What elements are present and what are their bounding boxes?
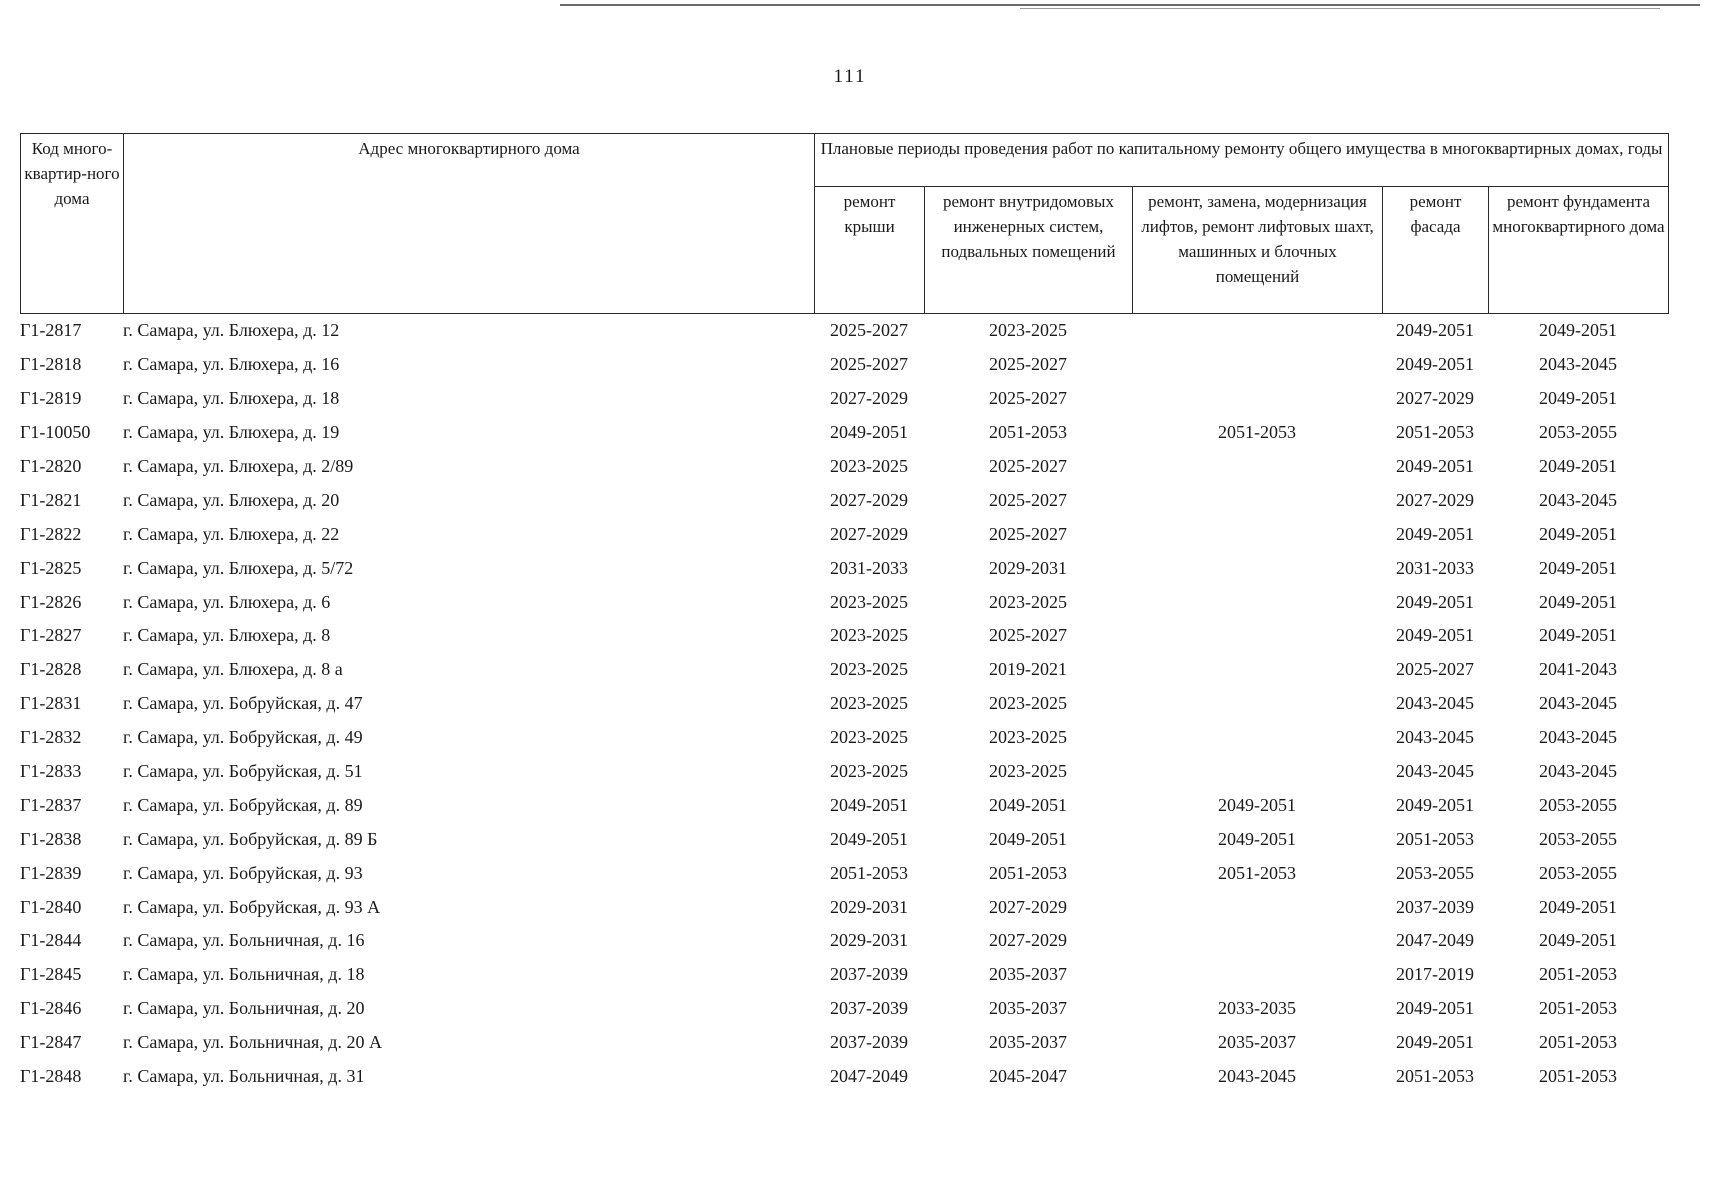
cell-foundation: 2043-2045 xyxy=(1539,354,1617,375)
table-row xyxy=(20,958,1668,992)
table-row xyxy=(20,755,1668,789)
cell-elevators xyxy=(1132,483,1382,517)
table-row xyxy=(20,687,1668,721)
cell-facade: 2049-2051 xyxy=(1396,998,1474,1019)
cell-address: г. Самара, ул. Бобруйская, д. 93 xyxy=(123,862,363,883)
cell-elevators xyxy=(1132,585,1382,619)
cell-elevators: 2035-2037 xyxy=(1218,1032,1296,1053)
cell-foundation: 2053-2055 xyxy=(1539,862,1617,883)
top-scan-rule xyxy=(560,4,1700,6)
table-row xyxy=(20,653,1668,687)
cell-facade: 2049-2051 xyxy=(1396,794,1474,815)
cell-address: г. Самара, ул. Больничная, д. 31 xyxy=(123,1066,365,1087)
table-row xyxy=(20,822,1668,856)
cell-elevators xyxy=(1132,958,1382,992)
cell-engineering: 2025-2027 xyxy=(989,354,1067,375)
table-row xyxy=(20,314,1668,348)
cell-facade: 2051-2053 xyxy=(1396,1066,1474,1087)
cell-engineering: 2035-2037 xyxy=(989,998,1067,1019)
cell-engineering: 2049-2051 xyxy=(989,828,1067,849)
table-row xyxy=(20,1026,1668,1060)
cell-code: Г1-2846 xyxy=(20,998,82,1019)
header-address: Адрес многоквартирного дома xyxy=(124,134,815,314)
cell-facade: 2049-2051 xyxy=(1396,523,1474,544)
cell-roof: 2047-2049 xyxy=(830,1066,908,1087)
cell-roof: 2031-2033 xyxy=(830,557,908,578)
cell-address: г. Самара, ул. Блюхера, д. 8 xyxy=(123,625,331,646)
cell-roof: 2037-2039 xyxy=(830,964,908,985)
cell-address: г. Самара, ул. Бобруйская, д. 51 xyxy=(123,761,363,782)
cell-code: Г1-10050 xyxy=(20,422,91,443)
cell-code: Г1-2845 xyxy=(20,964,82,985)
cell-roof: 2051-2053 xyxy=(830,862,908,883)
cell-roof: 2027-2029 xyxy=(830,523,908,544)
cell-address: г. Самара, ул. Блюхера, д. 6 xyxy=(123,591,331,612)
table-header xyxy=(20,133,1669,314)
header-engineering: ремонт внутридомовых инженерных систем, подвальных помещений xyxy=(925,187,1133,314)
cell-facade: 2049-2051 xyxy=(1396,456,1474,476)
cell-engineering: 2049-2051 xyxy=(989,794,1067,815)
cell-roof: 2049-2051 xyxy=(830,828,908,849)
cell-roof: 2025-2027 xyxy=(830,320,908,341)
cell-facade: 2031-2033 xyxy=(1396,557,1474,578)
cell-address: г. Самара, ул. Блюхера, д. 22 xyxy=(123,523,340,544)
cell-code: Г1-2819 xyxy=(20,388,82,409)
cell-engineering: 2025-2027 xyxy=(989,456,1067,476)
table-row xyxy=(20,788,1668,822)
cell-address: г. Самара, ул. Блюхера, д. 8 а xyxy=(123,659,343,680)
cell-foundation: 2051-2053 xyxy=(1539,998,1617,1019)
table-row xyxy=(20,721,1668,755)
cell-elevators xyxy=(1132,721,1382,755)
cell-elevators xyxy=(1132,450,1382,484)
cell-address: г. Самара, ул. Бобруйская, д. 49 xyxy=(123,727,363,748)
cell-facade: 2025-2027 xyxy=(1396,659,1474,680)
cell-elevators: 2051-2053 xyxy=(1218,862,1296,883)
cell-address: г. Самара, ул. Блюхера, д. 20 xyxy=(123,489,340,510)
cell-foundation: 2049-2051 xyxy=(1539,388,1617,409)
table-row xyxy=(20,1060,1668,1094)
cell-facade: 2043-2045 xyxy=(1396,693,1474,714)
top-scan-rule-secondary xyxy=(1020,8,1660,9)
cell-facade: 2051-2053 xyxy=(1396,422,1474,443)
cell-elevators: 2049-2051 xyxy=(1218,794,1296,815)
page-number: 111 xyxy=(833,66,867,87)
cell-code: Г1-2820 xyxy=(20,456,82,476)
cell-foundation: 2049-2051 xyxy=(1539,625,1617,646)
cell-code: Г1-2818 xyxy=(20,354,82,375)
cell-elevators xyxy=(1132,619,1382,653)
cell-facade: 2027-2029 xyxy=(1396,489,1474,510)
cell-roof: 2027-2029 xyxy=(830,388,908,409)
cell-address: г. Самара, ул. Больничная, д. 20 xyxy=(123,998,365,1019)
cell-address: г. Самара, ул. Блюхера, д. 16 xyxy=(123,354,340,375)
cell-facade: 2049-2051 xyxy=(1396,625,1474,646)
cell-elevators xyxy=(1132,755,1382,789)
cell-engineering: 2035-2037 xyxy=(989,1032,1067,1053)
cell-engineering: 2023-2025 xyxy=(989,320,1067,341)
cell-engineering: 2023-2025 xyxy=(989,591,1067,612)
cell-foundation: 2049-2051 xyxy=(1539,930,1617,951)
cell-foundation: 2043-2045 xyxy=(1539,693,1617,714)
cell-code: Г1-2844 xyxy=(20,930,82,951)
table-row xyxy=(20,619,1668,653)
cell-elevators xyxy=(1132,517,1382,551)
table-body xyxy=(20,314,1668,1093)
cell-code: Г1-2833 xyxy=(20,761,82,782)
cell-roof: 2027-2029 xyxy=(830,489,908,510)
cell-roof: 2025-2027 xyxy=(830,354,908,375)
cell-elevators: 2049-2051 xyxy=(1218,828,1296,849)
cell-elevators: 2051-2053 xyxy=(1218,422,1296,443)
header-planned-periods: Плановые периоды проведения работ по капитальному ремонту общего имущества в многоквартирных домах, годы xyxy=(815,134,1669,187)
capital-repair-schedule xyxy=(20,133,1669,1093)
cell-facade: 2049-2051 xyxy=(1396,1032,1474,1053)
cell-address: г. Самара, ул. Бобруйская, д. 93 А xyxy=(123,896,381,917)
cell-foundation: 2053-2055 xyxy=(1539,422,1617,443)
cell-engineering: 2025-2027 xyxy=(989,489,1067,510)
table-row xyxy=(20,348,1668,382)
cell-roof: 2049-2051 xyxy=(830,794,908,815)
cell-code: Г1-2848 xyxy=(20,1066,82,1087)
cell-address: г. Самара, ул. Блюхера, д. 2/89 xyxy=(123,456,354,476)
cell-code: Г1-2828 xyxy=(20,659,82,680)
cell-roof: 2037-2039 xyxy=(830,1032,908,1053)
table-row xyxy=(20,992,1668,1026)
cell-facade: 2043-2045 xyxy=(1396,761,1474,782)
table-row xyxy=(20,450,1668,484)
cell-address: г. Самара, ул. Бобруйская, д. 89 Б xyxy=(123,828,378,849)
cell-elevators xyxy=(1132,314,1382,348)
cell-engineering: 2029-2031 xyxy=(989,557,1067,578)
cell-address: г. Самара, ул. Блюхера, д. 12 xyxy=(123,320,340,341)
header-code: Код много-квартир-ного дома xyxy=(21,134,124,314)
cell-foundation: 2051-2053 xyxy=(1539,964,1617,985)
cell-roof: 2049-2051 xyxy=(830,422,908,443)
cell-foundation: 2051-2053 xyxy=(1539,1032,1617,1053)
cell-engineering: 2027-2029 xyxy=(989,896,1067,917)
table-row xyxy=(20,890,1668,924)
cell-roof: 2023-2025 xyxy=(830,625,908,646)
cell-elevators: 2033-2035 xyxy=(1218,998,1296,1019)
cell-elevators xyxy=(1132,382,1382,416)
cell-code: Г1-2817 xyxy=(20,320,82,341)
cell-code: Г1-2825 xyxy=(20,557,82,578)
cell-facade: 2027-2029 xyxy=(1396,388,1474,409)
cell-engineering: 2019-2021 xyxy=(989,659,1067,680)
cell-elevators: 2043-2045 xyxy=(1218,1066,1296,1087)
cell-code: Г1-2837 xyxy=(20,794,82,815)
cell-engineering: 2025-2027 xyxy=(989,523,1067,544)
cell-facade: 2047-2049 xyxy=(1396,930,1474,951)
cell-roof: 2037-2039 xyxy=(830,998,908,1019)
cell-engineering: 2027-2029 xyxy=(989,930,1067,951)
cell-engineering: 2025-2027 xyxy=(989,388,1067,409)
cell-foundation: 2053-2055 xyxy=(1539,794,1617,815)
cell-engineering: 2023-2025 xyxy=(989,727,1067,748)
cell-code: Г1-2826 xyxy=(20,591,82,612)
cell-address: г. Самара, ул. Блюхера, д. 19 xyxy=(123,422,340,443)
cell-engineering: 2045-2047 xyxy=(989,1066,1067,1087)
cell-roof: 2023-2025 xyxy=(830,659,908,680)
cell-facade: 2051-2053 xyxy=(1396,828,1474,849)
cell-roof: 2023-2025 xyxy=(830,693,908,714)
cell-roof: 2023-2025 xyxy=(830,456,908,476)
cell-foundation: 2043-2045 xyxy=(1539,489,1617,510)
cell-code: Г1-2831 xyxy=(20,693,82,714)
cell-roof: 2023-2025 xyxy=(830,591,908,612)
cell-elevators xyxy=(1132,687,1382,721)
cell-code: Г1-2847 xyxy=(20,1032,82,1053)
cell-address: г. Самара, ул. Бобруйская, д. 47 xyxy=(123,693,363,714)
cell-foundation: 2049-2051 xyxy=(1539,523,1617,544)
table-row xyxy=(20,924,1668,958)
cell-facade: 2043-2045 xyxy=(1396,727,1474,748)
header-facade: ремонт фасада xyxy=(1383,187,1489,314)
table-row xyxy=(20,517,1668,551)
cell-foundation: 2049-2051 xyxy=(1539,320,1617,341)
table-row xyxy=(20,416,1668,450)
cell-foundation: 2049-2051 xyxy=(1539,557,1617,578)
cell-address: г. Самара, ул. Блюхера, д. 18 xyxy=(123,388,340,409)
cell-foundation: 2041-2043 xyxy=(1539,659,1617,680)
cell-roof: 2023-2025 xyxy=(830,727,908,748)
cell-code: Г1-2827 xyxy=(20,625,82,646)
header-elevators: ремонт, замена, модернизация лифтов, ремонт лифтовых шахт, машинных и блочных помещений xyxy=(1133,187,1383,314)
cell-foundation: 2051-2053 xyxy=(1539,1066,1617,1087)
header-foundation: ремонт фундамента многоквартирного дома xyxy=(1489,187,1669,314)
cell-engineering: 2023-2025 xyxy=(989,693,1067,714)
cell-facade: 2017-2019 xyxy=(1396,964,1474,985)
cell-code: Г1-2839 xyxy=(20,862,82,883)
cell-engineering: 2051-2053 xyxy=(989,422,1067,443)
header-roof: ремонт крыши xyxy=(815,187,925,314)
cell-address: г. Самара, ул. Больничная, д. 16 xyxy=(123,930,365,951)
cell-facade: 2053-2055 xyxy=(1396,862,1474,883)
cell-foundation: 2049-2051 xyxy=(1539,896,1617,917)
cell-code: Г1-2832 xyxy=(20,727,82,748)
cell-facade: 2049-2051 xyxy=(1396,591,1474,612)
cell-elevators xyxy=(1132,924,1382,958)
cell-elevators xyxy=(1132,890,1382,924)
cell-engineering: 2025-2027 xyxy=(989,625,1067,646)
table-row xyxy=(20,585,1668,619)
cell-foundation: 2053-2055 xyxy=(1539,828,1617,849)
cell-code: Г1-2821 xyxy=(20,489,82,510)
table-row xyxy=(20,551,1668,585)
cell-engineering: 2051-2053 xyxy=(989,862,1067,883)
cell-foundation: 2043-2045 xyxy=(1539,761,1617,782)
cell-elevators xyxy=(1132,348,1382,382)
cell-roof: 2023-2025 xyxy=(830,761,908,782)
cell-address: г. Самара, ул. Больничная, д. 20 А xyxy=(123,1032,382,1053)
cell-facade: 2049-2051 xyxy=(1396,354,1474,375)
cell-facade: 2049-2051 xyxy=(1396,320,1474,341)
table-row xyxy=(20,382,1668,416)
table-row xyxy=(20,483,1668,517)
cell-address: г. Самара, ул. Больничная, д. 18 xyxy=(123,964,365,985)
cell-facade: 2037-2039 xyxy=(1396,896,1474,917)
cell-code: Г1-2838 xyxy=(20,828,82,849)
cell-address: г. Самара, ул. Блюхера, д. 5/72 xyxy=(123,557,354,578)
cell-roof: 2029-2031 xyxy=(830,896,908,917)
table-row xyxy=(20,856,1668,890)
cell-address: г. Самара, ул. Бобруйская, д. 89 xyxy=(123,794,363,815)
cell-elevators xyxy=(1132,653,1382,687)
cell-engineering: 2035-2037 xyxy=(989,964,1067,985)
cell-engineering: 2023-2025 xyxy=(989,761,1067,782)
cell-foundation: 2043-2045 xyxy=(1539,727,1617,748)
cell-code: Г1-2840 xyxy=(20,896,82,917)
cell-foundation: 2049-2051 xyxy=(1539,456,1617,476)
cell-elevators xyxy=(1132,551,1382,585)
cell-foundation: 2049-2051 xyxy=(1539,591,1617,612)
cell-code: Г1-2822 xyxy=(20,523,82,544)
cell-roof: 2029-2031 xyxy=(830,930,908,951)
